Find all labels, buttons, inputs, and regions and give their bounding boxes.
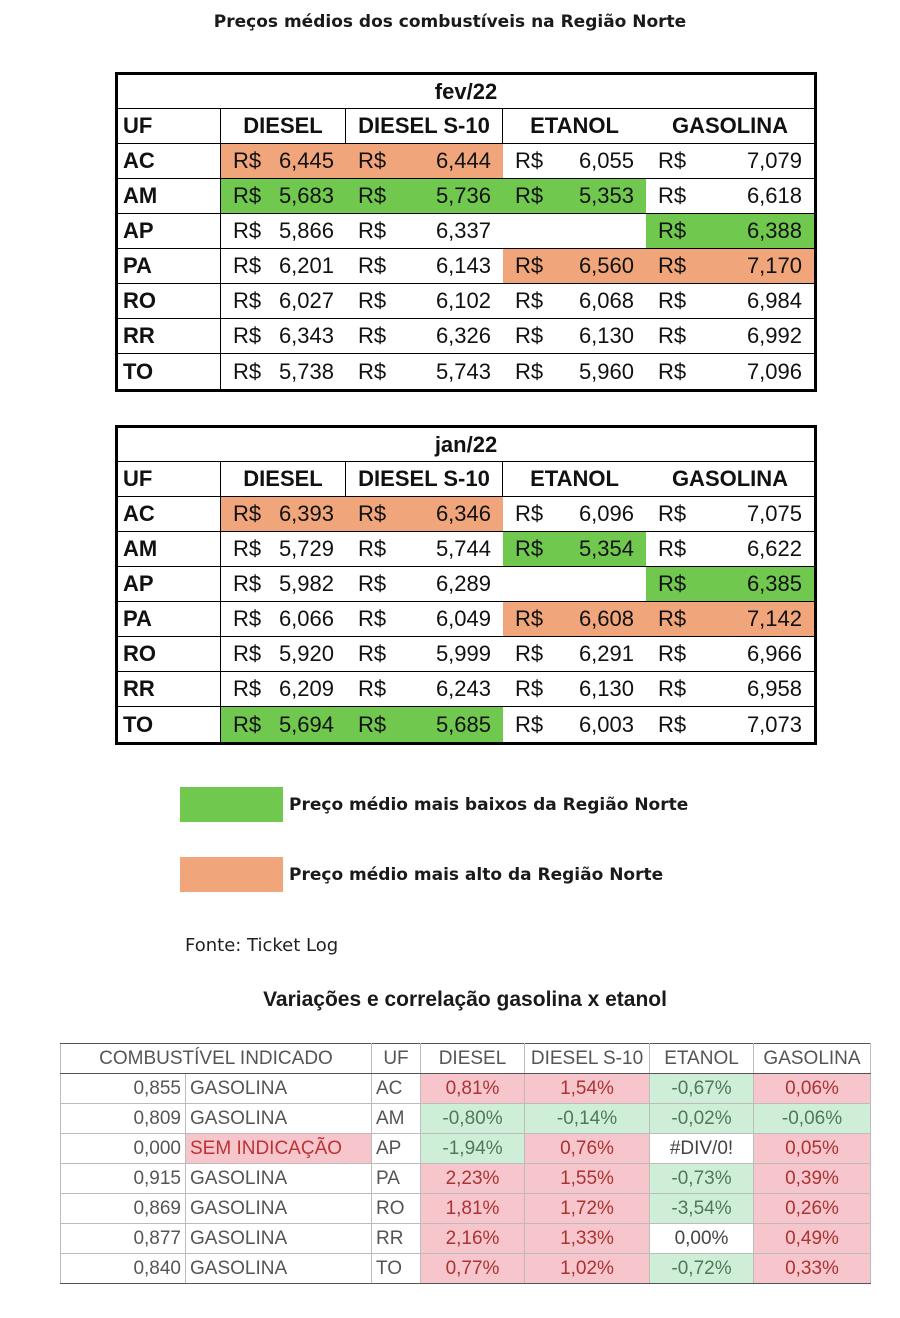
diesel-s10-cell	[346, 144, 503, 178]
price-value: 6,326	[435, 323, 491, 348]
diesel-var-cell: 2,23%	[421, 1164, 525, 1194]
col-etanol: ETANOL	[530, 113, 619, 138]
diesel-var-cell: -1,94%	[421, 1134, 525, 1164]
diesel-cell	[221, 179, 346, 213]
gasolina-cell	[646, 707, 814, 742]
etanol-cell	[503, 672, 646, 706]
table-row	[118, 672, 814, 707]
currency: R$	[358, 358, 387, 384]
price-value: 6,130	[578, 676, 634, 701]
diesel-var-cell: -0,80%	[421, 1104, 525, 1134]
uf-cell: RR	[372, 1224, 421, 1254]
col-diesel-s10: DIESEL S-10	[525, 1044, 650, 1074]
currency: R$	[658, 288, 687, 313]
diesel-s10-var-cell: 0,76%	[525, 1134, 650, 1164]
col-uf: UF	[118, 462, 221, 496]
price-value: 6,343	[278, 323, 334, 348]
price-value: 6,066	[278, 606, 334, 631]
uf-cell: AC	[118, 144, 221, 178]
etanol-cell	[503, 249, 646, 283]
currency: R$	[358, 571, 387, 596]
price-value: 6,143	[435, 253, 491, 278]
diesel-cell	[221, 284, 346, 318]
etanol-cell	[503, 319, 646, 353]
currency: R$	[358, 676, 387, 701]
ratio-cell: 0,855	[61, 1074, 186, 1104]
diesel-s10-cell	[346, 179, 503, 213]
variations-title: Variações e correlação gasolina x etanol	[263, 988, 667, 1011]
table-row	[118, 284, 814, 319]
price-value: 5,729	[278, 536, 334, 561]
etanol-cell-empty	[503, 567, 646, 601]
diesel-s10-var-cell: -0,14%	[525, 1104, 650, 1134]
table-row	[118, 532, 814, 567]
price-value: 7,075	[746, 501, 802, 526]
price-value: 7,170	[746, 253, 802, 278]
uf-cell: RO	[372, 1194, 421, 1224]
gasolina-cell	[646, 214, 814, 248]
diesel-s10-cell	[346, 672, 503, 706]
price-value: 6,608	[578, 606, 634, 631]
ratio-cell: 0,809	[61, 1104, 186, 1134]
currency: R$	[358, 218, 387, 243]
price-value: 6,102	[435, 288, 491, 313]
price-table-feb	[115, 72, 817, 392]
price-value: 5,353	[578, 183, 634, 208]
ratio-cell: 0,877	[61, 1224, 186, 1254]
price-value: 6,049	[435, 606, 491, 631]
uf-cell: RR	[118, 672, 221, 706]
legend-highest	[180, 857, 663, 892]
price-value: 6,201	[278, 253, 334, 278]
source-note: Fonte: Ticket Log	[185, 935, 339, 956]
col-gasolina: GASOLINA	[671, 466, 789, 491]
gasolina-var-cell: 0,26%	[754, 1194, 871, 1224]
col-gasolina: GASOLINA	[671, 113, 789, 138]
table-row	[118, 707, 814, 742]
currency: R$	[233, 641, 262, 666]
currency: R$	[515, 606, 544, 631]
gasolina-cell	[646, 567, 814, 601]
ratio-cell: 0,000	[61, 1134, 186, 1164]
gasolina-var-cell: 0,39%	[754, 1164, 871, 1194]
gasolina-var-cell: 0,05%	[754, 1134, 871, 1164]
table-row	[61, 1104, 871, 1134]
uf-cell: RR	[118, 319, 221, 353]
price-value: 6,003	[578, 711, 634, 737]
currency: R$	[658, 253, 687, 278]
table-row	[61, 1134, 871, 1164]
currency: R$	[658, 323, 687, 348]
table-row	[118, 249, 814, 284]
currency: R$	[515, 501, 544, 526]
diesel-var-cell: 2,16%	[421, 1224, 525, 1254]
col-etanol: ETANOL	[650, 1044, 754, 1074]
diesel-cell	[221, 354, 346, 389]
etanol-cell	[503, 532, 646, 566]
currency: R$	[358, 501, 387, 526]
currency: R$	[358, 183, 387, 208]
table-row	[118, 497, 814, 532]
diesel-cell	[221, 214, 346, 248]
etanol-var-cell: -0,67%	[650, 1074, 754, 1104]
currency: R$	[515, 536, 544, 561]
variations-header-row	[61, 1044, 871, 1074]
price-value: 6,958	[746, 676, 802, 701]
diesel-s10-cell	[346, 284, 503, 318]
etanol-cell	[503, 707, 646, 742]
price-value: 6,393	[278, 501, 334, 526]
gasolina-cell	[646, 284, 814, 318]
indicated-cell: GASOLINA	[186, 1254, 372, 1284]
diesel-s10-cell	[346, 707, 503, 742]
gasolina-cell	[646, 319, 814, 353]
uf-cell: PA	[118, 602, 221, 636]
uf-cell: TO	[118, 354, 221, 389]
price-value: 6,243	[435, 676, 491, 701]
price-value: 6,130	[578, 323, 634, 348]
currency: R$	[515, 148, 544, 173]
gasolina-cell	[646, 179, 814, 213]
uf-cell: TO	[372, 1254, 421, 1284]
etanol-cell	[503, 179, 646, 213]
price-value: 6,337	[435, 218, 491, 243]
diesel-cell	[221, 637, 346, 671]
currency: R$	[358, 711, 387, 737]
price-value: 5,736	[435, 183, 491, 208]
currency: R$	[358, 323, 387, 348]
price-value: 6,444	[435, 148, 491, 173]
price-value: 5,743	[435, 358, 491, 384]
price-value: 5,866	[278, 218, 334, 243]
etanol-cell	[503, 637, 646, 671]
uf-cell: AC	[118, 497, 221, 531]
price-value: 6,055	[578, 148, 634, 173]
diesel-cell	[221, 532, 346, 566]
col-uf: UF	[118, 109, 221, 143]
currency: R$	[658, 641, 687, 666]
price-value: 7,096	[746, 358, 802, 384]
col-diesel-s10: DIESEL S-10	[346, 462, 503, 496]
currency: R$	[658, 571, 687, 596]
diesel-s10-cell	[346, 354, 503, 389]
variations-table	[60, 1043, 871, 1284]
currency: R$	[658, 676, 687, 701]
diesel-s10-var-cell: 1,54%	[525, 1074, 650, 1104]
legend-swatch-orange	[180, 857, 283, 892]
uf-cell: AM	[118, 179, 221, 213]
price-value: 6,346	[435, 501, 491, 526]
gasolina-cell	[646, 144, 814, 178]
price-value: 5,999	[435, 641, 491, 666]
table-row	[118, 179, 814, 214]
indicated-cell: SEM INDICAÇÃO	[186, 1134, 372, 1164]
price-value: 6,289	[435, 571, 491, 596]
currency: R$	[358, 641, 387, 666]
etanol-cell	[503, 144, 646, 178]
gasolina-cell	[646, 637, 814, 671]
diesel-cell	[221, 707, 346, 742]
diesel-var-cell: 0,81%	[421, 1074, 525, 1104]
indicated-cell: GASOLINA	[186, 1104, 372, 1134]
price-value: 5,683	[278, 183, 334, 208]
currency: R$	[233, 148, 262, 173]
price-value: 6,209	[278, 676, 334, 701]
ratio-cell: 0,840	[61, 1254, 186, 1284]
currency: R$	[515, 711, 544, 737]
diesel-cell	[221, 319, 346, 353]
currency: R$	[233, 501, 262, 526]
currency: R$	[358, 288, 387, 313]
diesel-s10-var-cell: 1,72%	[525, 1194, 650, 1224]
etanol-var-cell: #DIV/0!	[650, 1134, 754, 1164]
diesel-s10-cell	[346, 319, 503, 353]
col-diesel: DIESEL	[221, 109, 346, 143]
legend-swatch-green	[180, 787, 283, 822]
col-diesel: DIESEL	[221, 462, 346, 496]
uf-cell: RO	[118, 637, 221, 671]
column-header-row	[118, 462, 814, 497]
table-row	[118, 567, 814, 602]
diesel-s10-var-cell: 1,55%	[525, 1164, 650, 1194]
table-row	[61, 1224, 871, 1254]
currency: R$	[233, 288, 262, 313]
diesel-s10-cell	[346, 497, 503, 531]
col-diesel-s10: DIESEL S-10	[346, 109, 503, 143]
currency: R$	[658, 536, 687, 561]
uf-cell: TO	[118, 707, 221, 742]
price-table-jan	[115, 425, 817, 745]
uf-cell: AP	[372, 1134, 421, 1164]
currency: R$	[233, 536, 262, 561]
diesel-cell	[221, 144, 346, 178]
price-value: 7,073	[746, 711, 802, 737]
uf-cell: AP	[118, 567, 221, 601]
price-value: 6,445	[278, 148, 334, 173]
indicated-cell: GASOLINA	[186, 1164, 372, 1194]
gasolina-cell	[646, 602, 814, 636]
currency: R$	[515, 676, 544, 701]
price-value: 6,388	[746, 218, 802, 243]
indicated-cell: GASOLINA	[186, 1194, 372, 1224]
currency: R$	[658, 501, 687, 526]
price-value: 7,142	[746, 606, 802, 631]
currency: R$	[233, 323, 262, 348]
price-value: 6,068	[578, 288, 634, 313]
table-row	[61, 1254, 871, 1284]
table-row	[61, 1074, 871, 1104]
price-value: 5,738	[278, 358, 334, 384]
currency: R$	[658, 148, 687, 173]
ratio-cell: 0,915	[61, 1164, 186, 1194]
gasolina-var-cell: 0,06%	[754, 1074, 871, 1104]
gasolina-cell	[646, 354, 814, 389]
currency: R$	[658, 183, 687, 208]
diesel-s10-var-cell: 1,33%	[525, 1224, 650, 1254]
gasolina-cell	[646, 497, 814, 531]
table-row	[118, 637, 814, 672]
legend-lowest	[180, 787, 688, 822]
currency: R$	[233, 218, 262, 243]
col-diesel: DIESEL	[421, 1044, 525, 1074]
currency: R$	[515, 358, 544, 384]
price-value: 5,694	[278, 711, 334, 737]
currency: R$	[658, 218, 687, 243]
currency: R$	[233, 183, 262, 208]
currency: R$	[658, 358, 687, 384]
indicated-cell: GASOLINA	[186, 1224, 372, 1254]
uf-cell: AC	[372, 1074, 421, 1104]
currency: R$	[515, 323, 544, 348]
price-value: 5,744	[435, 536, 491, 561]
diesel-s10-cell	[346, 249, 503, 283]
column-header-row	[118, 109, 814, 144]
uf-cell: RO	[118, 284, 221, 318]
price-value: 5,354	[578, 536, 634, 561]
price-value: 6,622	[746, 536, 802, 561]
price-value: 5,960	[578, 358, 634, 384]
diesel-s10-cell	[346, 567, 503, 601]
etanol-var-cell: -0,72%	[650, 1254, 754, 1284]
price-value: 6,096	[578, 501, 634, 526]
gasolina-var-cell: 0,49%	[754, 1224, 871, 1254]
currency: R$	[515, 183, 544, 208]
price-value: 6,385	[746, 571, 802, 596]
price-value: 6,291	[578, 641, 634, 666]
table-row	[118, 354, 814, 389]
uf-cell: AM	[372, 1104, 421, 1134]
currency: R$	[515, 288, 544, 313]
price-value: 5,982	[278, 571, 334, 596]
gasolina-var-cell: 0,33%	[754, 1254, 871, 1284]
etanol-cell	[503, 497, 646, 531]
month-header: jan/22	[118, 428, 814, 462]
gasolina-cell	[646, 249, 814, 283]
currency: R$	[658, 711, 687, 737]
diesel-s10-var-cell: 1,02%	[525, 1254, 650, 1284]
price-value: 6,984	[746, 288, 802, 313]
diesel-cell	[221, 672, 346, 706]
uf-cell: AP	[118, 214, 221, 248]
diesel-var-cell: 0,77%	[421, 1254, 525, 1284]
table-row	[61, 1194, 871, 1224]
currency: R$	[658, 606, 687, 631]
price-value: 6,560	[578, 253, 634, 278]
diesel-s10-cell	[346, 602, 503, 636]
legend-label-highest: Preço médio mais alto da Região Norte	[289, 864, 664, 885]
price-value: 6,027	[278, 288, 334, 313]
currency: R$	[233, 676, 262, 701]
diesel-cell	[221, 602, 346, 636]
etanol-var-cell: -0,02%	[650, 1104, 754, 1134]
page-title: Preços médios dos combustíveis na Região Norte	[213, 12, 687, 32]
diesel-var-cell: 1,81%	[421, 1194, 525, 1224]
currency: R$	[233, 711, 262, 737]
ratio-cell: 0,869	[61, 1194, 186, 1224]
etanol-var-cell: -0,73%	[650, 1164, 754, 1194]
etanol-cell	[503, 602, 646, 636]
currency: R$	[515, 641, 544, 666]
currency: R$	[233, 253, 262, 278]
currency: R$	[358, 148, 387, 173]
diesel-cell	[221, 567, 346, 601]
currency: R$	[233, 571, 262, 596]
currency: R$	[358, 253, 387, 278]
col-gasolina: GASOLINA	[754, 1044, 871, 1074]
legend-label-lowest: Preço médio mais baixos da Região Norte	[289, 794, 689, 815]
col-uf: UF	[372, 1044, 421, 1074]
table-row	[61, 1164, 871, 1194]
uf-cell: AM	[118, 532, 221, 566]
price-value: 6,992	[746, 323, 802, 348]
diesel-s10-cell	[346, 214, 503, 248]
gasolina-cell	[646, 532, 814, 566]
table-row	[118, 214, 814, 249]
currency: R$	[233, 606, 262, 631]
price-value: 5,920	[278, 641, 334, 666]
price-value: 5,685	[435, 711, 491, 737]
etanol-cell	[503, 354, 646, 389]
currency: R$	[358, 606, 387, 631]
price-value: 6,618	[746, 183, 802, 208]
currency: R$	[233, 358, 262, 384]
diesel-cell	[221, 249, 346, 283]
gasolina-cell	[646, 672, 814, 706]
diesel-s10-cell	[346, 532, 503, 566]
price-value: 6,966	[746, 641, 802, 666]
diesel-cell	[221, 497, 346, 531]
price-value: 7,079	[746, 148, 802, 173]
etanol-var-cell: 0,00%	[650, 1224, 754, 1254]
currency: R$	[515, 253, 544, 278]
month-header: fev/22	[118, 75, 814, 109]
currency: R$	[358, 536, 387, 561]
col-etanol: ETANOL	[530, 466, 619, 491]
etanol-cell	[503, 284, 646, 318]
etanol-cell-empty	[503, 214, 646, 248]
table-row	[118, 602, 814, 637]
gasolina-var-cell: -0,06%	[754, 1104, 871, 1134]
table-row	[118, 144, 814, 179]
uf-cell: PA	[118, 249, 221, 283]
col-combustivel-indicado: COMBUSTÍVEL INDICADO	[61, 1044, 372, 1074]
uf-cell: PA	[372, 1164, 421, 1194]
indicated-cell: GASOLINA	[186, 1074, 372, 1104]
table-row	[118, 319, 814, 354]
etanol-var-cell: -3,54%	[650, 1194, 754, 1224]
diesel-s10-cell	[346, 637, 503, 671]
